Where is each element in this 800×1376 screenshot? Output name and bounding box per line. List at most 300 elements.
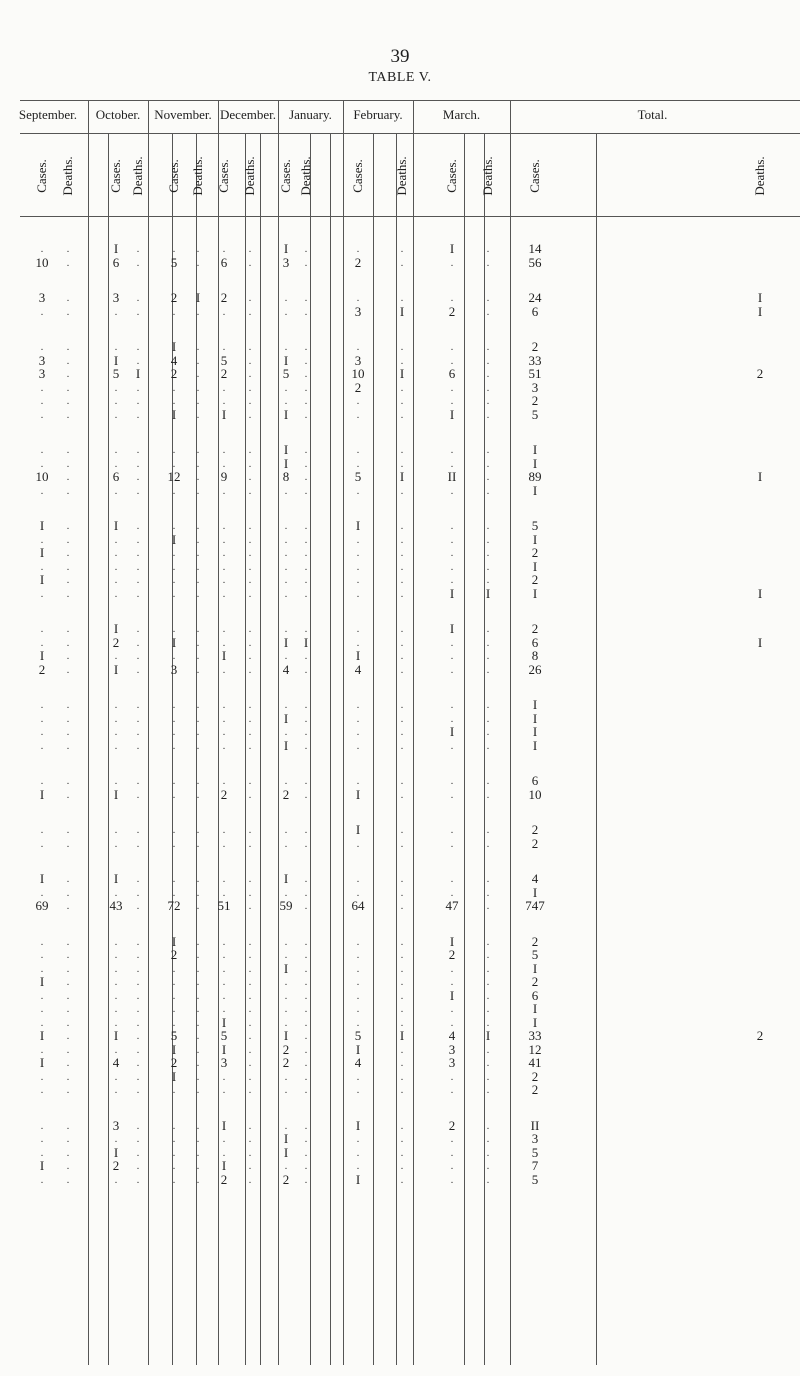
table-cell: I <box>113 871 119 886</box>
table-cell: 2 <box>756 366 764 381</box>
empty-cell: . <box>66 560 70 573</box>
empty-cell: . <box>284 837 288 850</box>
empty-cell: . <box>248 484 252 497</box>
empty-cell: . <box>400 976 404 988</box>
empty-cell: . <box>486 341 490 353</box>
table-cell: 41 <box>528 1055 542 1070</box>
empty-cell: . <box>304 976 308 988</box>
empty-cell: . <box>172 1160 176 1172</box>
empty-cell: . <box>400 533 404 546</box>
empty-cell: . <box>248 726 252 738</box>
empty-cell: . <box>66 739 70 752</box>
empty-cell: . <box>248 712 252 725</box>
empty-cell: . <box>450 444 454 456</box>
table-cell: I <box>532 482 538 498</box>
table-cell: 2 <box>531 621 539 636</box>
empty-cell: . <box>172 1084 176 1096</box>
empty-cell: . <box>40 935 44 948</box>
table-cell: 2 <box>170 947 178 962</box>
table-cell: 3 <box>112 290 120 305</box>
table-cell: I <box>355 1171 361 1187</box>
empty-cell: . <box>304 1057 308 1069</box>
empty-cell: . <box>172 305 176 318</box>
empty-cell: . <box>40 395 44 407</box>
empty-cell: . <box>40 726 44 738</box>
table-cell: 51 <box>528 366 542 381</box>
empty-cell: . <box>196 788 200 801</box>
table-cell: I <box>171 339 177 354</box>
empty-cell: . <box>222 520 226 532</box>
empty-cell: . <box>400 1133 404 1145</box>
table-cell: I <box>39 648 45 663</box>
empty-cell: . <box>400 256 404 269</box>
table-cell: 4 <box>448 1028 456 1043</box>
empty-cell: . <box>222 1146 226 1159</box>
empty-cell: . <box>222 989 226 1002</box>
empty-cell: . <box>172 520 176 532</box>
empty-cell: . <box>114 1173 118 1186</box>
empty-cell: . <box>486 484 490 497</box>
empty-cell: . <box>40 1003 44 1015</box>
empty-cell: . <box>356 935 360 948</box>
empty-cell: . <box>248 788 252 801</box>
table-cell: 2 <box>282 1055 290 1070</box>
empty-cell: . <box>196 484 200 497</box>
empty-cell: . <box>356 1003 360 1015</box>
empty-cell: . <box>196 1003 200 1015</box>
empty-cell: . <box>486 1133 490 1145</box>
empty-cell: . <box>136 712 140 725</box>
table-cell: 56 <box>528 254 542 270</box>
empty-cell: . <box>222 587 226 600</box>
empty-cell: . <box>356 547 360 559</box>
empty-cell: . <box>284 989 288 1002</box>
table-cell: 12 <box>528 1041 542 1057</box>
empty-cell: . <box>304 533 308 546</box>
empty-cell: . <box>304 1133 308 1145</box>
empty-cell: . <box>450 1070 454 1083</box>
empty-cell: . <box>114 408 118 421</box>
deaths-subheader: Deaths. <box>190 156 205 196</box>
empty-cell: . <box>248 292 252 304</box>
table-cell: I <box>283 737 289 753</box>
empty-cell: . <box>136 560 140 573</box>
empty-cell: . <box>248 824 252 836</box>
empty-cell: . <box>40 305 44 318</box>
empty-cell: . <box>136 1133 140 1145</box>
empty-cell: . <box>284 1003 288 1015</box>
empty-cell: . <box>196 243 200 255</box>
empty-cell: . <box>172 650 176 662</box>
empty-cell: . <box>450 520 454 532</box>
empty-cell: . <box>304 788 308 801</box>
empty-cell: . <box>486 726 490 738</box>
empty-cell: . <box>136 949 140 961</box>
empty-cell: . <box>304 305 308 318</box>
empty-cell: . <box>304 1070 308 1083</box>
table-cell: I <box>221 1117 227 1133</box>
table-cell: I <box>532 558 538 574</box>
empty-cell: . <box>400 824 404 836</box>
empty-cell: . <box>450 354 454 367</box>
empty-cell: . <box>400 739 404 752</box>
empty-cell: . <box>400 712 404 725</box>
empty-cell: . <box>248 775 252 787</box>
table-cell: 3 <box>354 352 362 368</box>
empty-cell: . <box>136 1016 140 1029</box>
empty-cell: . <box>356 873 360 885</box>
empty-cell: . <box>450 636 454 649</box>
table-cell: I <box>283 241 289 256</box>
empty-cell: . <box>66 292 70 304</box>
empty-cell: . <box>40 533 44 546</box>
table-cell: I <box>399 469 405 484</box>
empty-cell: . <box>248 243 252 255</box>
table-cell: I <box>355 786 361 802</box>
empty-cell: . <box>172 775 176 787</box>
empty-cell: . <box>400 636 404 649</box>
empty-cell: . <box>450 962 454 975</box>
empty-cell: . <box>66 636 70 649</box>
empty-cell: . <box>196 824 200 836</box>
empty-cell: . <box>196 1070 200 1083</box>
table-cell: 4 <box>170 352 178 368</box>
empty-cell: . <box>450 1173 454 1186</box>
empty-cell: . <box>400 1160 404 1172</box>
empty-cell: . <box>136 1173 140 1186</box>
empty-cell: . <box>304 699 308 711</box>
empty-cell: . <box>114 775 118 787</box>
empty-cell: . <box>114 886 118 899</box>
empty-cell: . <box>400 663 404 676</box>
empty-cell: . <box>114 935 118 948</box>
empty-cell: . <box>196 354 200 367</box>
empty-cell: . <box>114 650 118 662</box>
empty-cell: . <box>486 739 490 752</box>
table-cell: 7 <box>531 1158 539 1173</box>
column-divider <box>330 133 331 1365</box>
table-cell: 2 <box>531 393 539 408</box>
table-cell: I <box>449 724 455 739</box>
deaths-subheader: Deaths. <box>394 156 409 196</box>
empty-cell: . <box>172 395 176 407</box>
empty-cell: . <box>136 587 140 600</box>
empty-cell: . <box>248 1016 252 1029</box>
table-cell: 5 <box>531 406 539 422</box>
empty-cell: . <box>486 243 490 255</box>
empty-cell: . <box>40 587 44 600</box>
empty-cell: . <box>66 381 70 394</box>
empty-cell: . <box>196 256 200 269</box>
table-cell: 6 <box>220 254 228 270</box>
table-cell: 10 <box>35 469 49 484</box>
table-cell: 3 <box>282 254 290 270</box>
empty-cell: . <box>172 989 176 1002</box>
table-cell: 3 <box>531 1131 539 1146</box>
empty-cell: . <box>136 1070 140 1083</box>
empty-cell: . <box>40 1016 44 1029</box>
empty-cell: . <box>486 520 490 532</box>
empty-cell: . <box>66 886 70 899</box>
empty-cell: . <box>222 243 226 255</box>
empty-cell: . <box>196 1146 200 1159</box>
empty-cell: . <box>40 1070 44 1083</box>
empty-cell: . <box>304 900 308 912</box>
empty-cell: . <box>114 699 118 711</box>
empty-cell: . <box>400 484 404 497</box>
empty-cell: . <box>304 935 308 948</box>
month-header-rule <box>20 133 800 134</box>
empty-cell: . <box>284 574 288 586</box>
empty-cell: . <box>172 824 176 836</box>
empty-cell: . <box>248 900 252 912</box>
empty-cell: . <box>66 1133 70 1145</box>
empty-cell: . <box>40 1146 44 1159</box>
empty-cell: . <box>284 949 288 961</box>
empty-cell: . <box>66 976 70 988</box>
empty-cell: . <box>196 368 200 380</box>
empty-cell: . <box>114 574 118 586</box>
empty-cell: . <box>486 1070 490 1083</box>
empty-cell: . <box>356 699 360 711</box>
empty-cell: . <box>486 1160 490 1172</box>
empty-cell: . <box>136 292 140 304</box>
empty-cell: . <box>304 574 308 586</box>
cases-subheader: Cases. <box>216 159 231 193</box>
table-cell: I <box>399 366 405 381</box>
empty-cell: . <box>486 837 490 850</box>
empty-cell: . <box>450 650 454 662</box>
empty-cell: . <box>136 636 140 649</box>
empty-cell: . <box>222 949 226 961</box>
table-cell: I <box>449 933 455 949</box>
empty-cell: . <box>196 520 200 532</box>
empty-cell: . <box>196 1084 200 1096</box>
empty-cell: . <box>450 256 454 269</box>
empty-cell: . <box>486 1003 490 1015</box>
empty-cell: . <box>304 560 308 573</box>
empty-cell: . <box>450 873 454 885</box>
table-cell: I <box>449 406 455 422</box>
table-cell: I <box>283 352 289 368</box>
month-header-1: October. <box>95 107 141 122</box>
empty-cell: . <box>136 935 140 948</box>
table-cell: I <box>532 1014 538 1030</box>
table-cell: 9 <box>220 469 228 484</box>
empty-cell: . <box>304 471 308 483</box>
empty-cell: . <box>486 408 490 421</box>
empty-cell: . <box>136 354 140 367</box>
empty-cell: . <box>136 1003 140 1015</box>
table-cell: 2 <box>170 366 178 381</box>
empty-cell: . <box>196 1043 200 1056</box>
empty-cell: . <box>114 712 118 725</box>
empty-cell: . <box>136 788 140 801</box>
empty-cell: . <box>66 574 70 586</box>
table-cell: 2 <box>531 822 539 837</box>
cases-subheader: Cases. <box>527 159 542 193</box>
empty-cell: . <box>248 587 252 600</box>
empty-cell: . <box>400 587 404 600</box>
empty-cell: . <box>172 444 176 456</box>
empty-cell: . <box>136 663 140 676</box>
empty-cell: . <box>284 623 288 635</box>
cases-subheader: Cases. <box>350 159 365 193</box>
empty-cell: . <box>40 636 44 649</box>
empty-cell: . <box>304 837 308 850</box>
empty-cell: . <box>40 381 44 394</box>
empty-cell: . <box>222 873 226 885</box>
empty-cell: . <box>66 1146 70 1159</box>
month-header-4: January. <box>289 107 332 122</box>
table-cell: 2 <box>756 1028 764 1043</box>
empty-cell: . <box>248 533 252 546</box>
table-cell: 26 <box>528 661 542 677</box>
empty-cell: . <box>450 699 454 711</box>
empty-cell: . <box>248 949 252 961</box>
empty-cell: . <box>486 1119 490 1132</box>
table-cell: 3 <box>112 1117 120 1133</box>
empty-cell: . <box>356 726 360 738</box>
table-cell: 5 <box>354 1028 362 1043</box>
table-cell: I <box>113 621 119 636</box>
empty-cell: . <box>356 739 360 752</box>
table-cell: I <box>355 822 361 837</box>
empty-cell: . <box>356 292 360 304</box>
empty-cell: . <box>248 256 252 269</box>
empty-cell: . <box>136 457 140 470</box>
table-cell: I <box>171 531 177 547</box>
empty-cell: . <box>66 368 70 380</box>
deaths-subheader: Deaths. <box>298 156 313 196</box>
table-cell: 3 <box>38 290 46 305</box>
empty-cell: . <box>450 574 454 586</box>
table-cell: 5 <box>354 469 362 484</box>
empty-cell: . <box>356 444 360 456</box>
empty-cell: . <box>66 1084 70 1096</box>
table-cell: 2 <box>282 1041 290 1057</box>
table-cell: 6 <box>112 469 120 484</box>
empty-cell: . <box>356 408 360 421</box>
table-cell: 6 <box>531 773 539 788</box>
empty-cell: . <box>196 408 200 421</box>
empty-cell: . <box>400 837 404 850</box>
empty-cell: . <box>486 663 490 676</box>
empty-cell: . <box>304 1003 308 1015</box>
empty-cell: . <box>248 650 252 662</box>
table-cell: I <box>532 697 538 712</box>
empty-cell: . <box>66 1030 70 1042</box>
empty-cell: . <box>222 547 226 559</box>
empty-cell: . <box>66 949 70 961</box>
empty-cell: . <box>400 650 404 662</box>
empty-cell: . <box>222 457 226 470</box>
empty-cell: . <box>114 1084 118 1096</box>
table-cell: 3 <box>354 303 362 319</box>
empty-cell: . <box>400 935 404 948</box>
empty-cell: . <box>450 824 454 836</box>
table-cell: 69 <box>35 898 49 913</box>
empty-cell: . <box>114 837 118 850</box>
empty-cell: . <box>196 623 200 635</box>
empty-cell: . <box>222 824 226 836</box>
empty-cell: . <box>196 381 200 394</box>
empty-cell: . <box>40 739 44 752</box>
empty-cell: . <box>248 837 252 850</box>
empty-cell: . <box>66 1070 70 1083</box>
empty-cell: . <box>40 886 44 899</box>
table-cell: 2 <box>448 947 456 962</box>
empty-cell: . <box>248 1043 252 1056</box>
empty-cell: . <box>66 873 70 885</box>
table-cell: I <box>757 585 763 601</box>
empty-cell: . <box>196 739 200 752</box>
empty-cell: . <box>400 623 404 635</box>
empty-cell: . <box>172 457 176 470</box>
table-cell: I <box>532 1001 538 1016</box>
table-cell: I <box>532 884 538 900</box>
empty-cell: . <box>136 305 140 318</box>
empty-cell: . <box>40 699 44 711</box>
empty-cell: . <box>222 1084 226 1096</box>
empty-cell: . <box>222 712 226 725</box>
table-cell: 6 <box>448 366 456 381</box>
empty-cell: . <box>284 292 288 304</box>
empty-cell: . <box>284 1119 288 1132</box>
table-cell: I <box>399 303 405 319</box>
empty-cell: . <box>450 775 454 787</box>
empty-cell: . <box>222 444 226 456</box>
empty-cell: . <box>284 1016 288 1029</box>
page-number: 39 <box>390 46 410 67</box>
empty-cell: . <box>66 1173 70 1186</box>
empty-cell: . <box>114 726 118 738</box>
month-divider <box>510 100 511 1365</box>
empty-cell: . <box>222 395 226 407</box>
deaths-subheader: Deaths. <box>130 156 145 196</box>
empty-cell: . <box>196 726 200 738</box>
empty-cell: . <box>304 1043 308 1056</box>
empty-cell: . <box>304 520 308 532</box>
empty-cell: . <box>66 1119 70 1132</box>
table-cell: I <box>485 585 491 601</box>
empty-cell: . <box>284 341 288 353</box>
empty-cell: . <box>172 243 176 255</box>
table-cell: 5 <box>112 366 120 381</box>
empty-cell: . <box>248 444 252 456</box>
empty-cell: . <box>248 395 252 407</box>
empty-cell: . <box>304 886 308 899</box>
table-cell: 2 <box>170 290 178 305</box>
empty-cell: . <box>284 1084 288 1096</box>
table-cell: I <box>195 290 201 305</box>
empty-cell: . <box>40 775 44 787</box>
table-cell: 2 <box>531 545 539 560</box>
empty-cell: . <box>304 256 308 269</box>
empty-cell: . <box>114 1043 118 1056</box>
empty-cell: . <box>196 900 200 912</box>
empty-cell: . <box>284 976 288 988</box>
empty-cell: . <box>248 699 252 711</box>
empty-cell: . <box>284 547 288 559</box>
table-cell: I <box>355 648 361 663</box>
empty-cell: . <box>248 873 252 885</box>
empty-cell: . <box>356 989 360 1002</box>
empty-cell: . <box>248 1119 252 1132</box>
table-cell: I <box>171 933 177 949</box>
empty-cell: . <box>222 533 226 546</box>
empty-cell: . <box>196 949 200 961</box>
